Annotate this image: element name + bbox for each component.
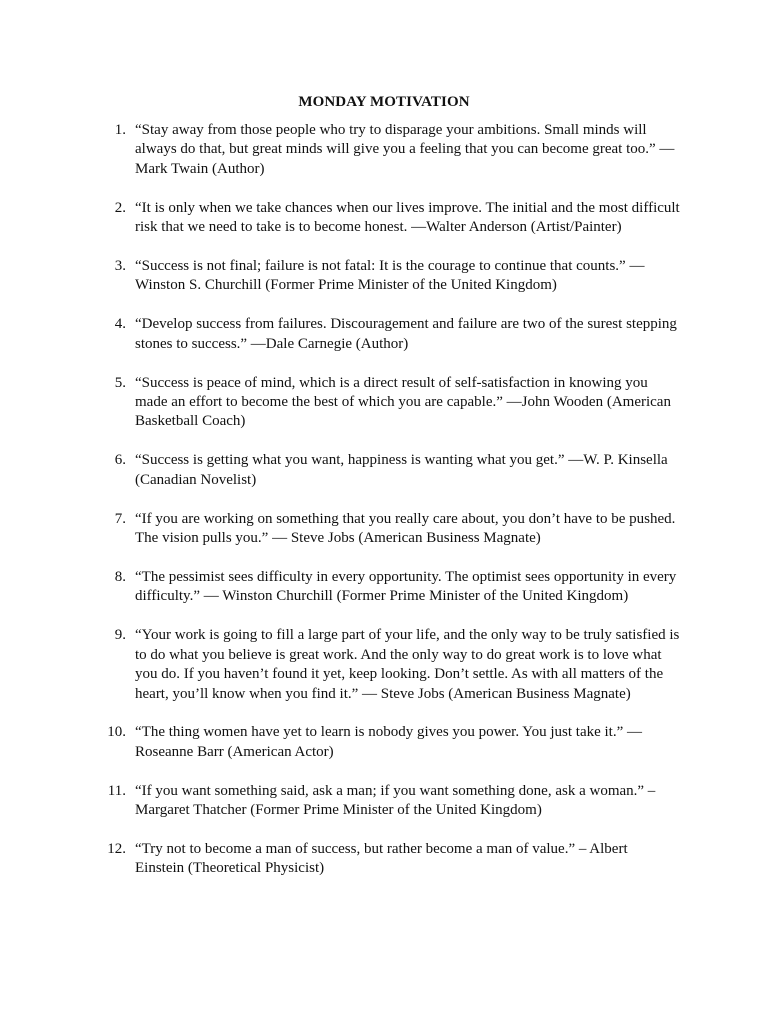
page-title: MONDAY MOTIVATION xyxy=(298,94,470,110)
quote-text: “Success is peace of mind, which is a direct result of self-satisfaction in knowing you made an effort to become the best of which you are capable.” —John Wooden (American Basketball Coach) xyxy=(135,374,671,430)
quote-text: “Develop success from failures. Discouragement and failure are two of the surest stepping stones to success.” —Dale Carnegie (Author) xyxy=(135,316,677,352)
quote-item-1 xyxy=(0,121,768,179)
quote-text: “The pessimist sees difficulty in every opportunity. The optimist sees opportunity in every difficulty.” — Winston Churchill (Former Prime Minister of the United Kingdom) xyxy=(135,569,677,605)
quote-text: “Try not to become a man of success, but rather become a man of value.” – Albert Einstein (Theoretical Physicist) xyxy=(135,841,628,877)
quote-number: 4. xyxy=(114,316,126,333)
quote-number: 7. xyxy=(114,510,126,527)
quote-item-3 xyxy=(0,257,768,296)
quote-text: “It is only when we take chances when our lives improve. The initial and the most difficult risk that we need to take is to become honest. —Walter Anderson (Artist/Painter) xyxy=(135,199,680,236)
quote-number: 8. xyxy=(114,569,126,585)
quote-text: “Your work is going to fill a large part of your life, and the only way to be truly satisfied is to do what you believe is great work. And the only way to do great work is to love what you do. If you haven’t found it yet, keep looking. Don’t settle. As with all matters of the heart, you’ll know when you find it.” — Steve Jobs (American Business Magnate) xyxy=(135,627,680,702)
quote-text: “If you want something said, ask a man; if you want something done, ask a woman.” – Margaret Thatcher (Former Prime Minister of the United Kingdom) xyxy=(135,782,656,819)
quote-item-7 xyxy=(0,510,768,549)
quote-item-12 xyxy=(0,840,768,879)
quote-text: “The thing women have yet to learn is nobody gives you power. You just take it.” — Roseanne Barr (American Actor) xyxy=(135,724,643,760)
quote-number: 5. xyxy=(114,374,126,391)
quote-text: “If you are working on something that you really care about, you don’t have to be pushed. The vision pulls you.” — Steve Jobs (American Business Magnate) xyxy=(135,510,676,547)
quote-number: 10. xyxy=(107,724,126,741)
quote-text: “Success is not final; failure is not fatal: It is the courage to continue that counts.” — Winston S. Churchill (Former Prime Minister of the United Kingdom) xyxy=(135,258,645,294)
quote-item-2 xyxy=(0,199,768,238)
quote-number: 2. xyxy=(114,199,126,216)
quote-text: “Stay away from those people who try to disparage your ambitions. Small minds will always do that, but great minds will give you a feeling that you can become great too.” — Mark Twain (Author) xyxy=(135,122,675,177)
quote-item-6 xyxy=(0,451,768,490)
quote-number: 12. xyxy=(107,841,126,858)
quote-list xyxy=(0,121,768,898)
quote-text: “Success is getting what you want, happiness is wanting what you get.” —W. P. Kinsella (Canadian Novelist) xyxy=(135,452,668,488)
quote-number: 9. xyxy=(114,627,126,644)
quote-number: 11. xyxy=(107,782,126,799)
quote-number: 6. xyxy=(114,452,126,469)
quote-item-10 xyxy=(0,723,768,762)
quote-item-9 xyxy=(0,626,768,704)
quote-item-11 xyxy=(0,782,768,821)
quote-number: 3. xyxy=(114,258,126,275)
quote-item-4 xyxy=(0,315,768,354)
quote-item-5 xyxy=(0,374,768,432)
quote-item-8 xyxy=(0,568,768,607)
quote-number: 1. xyxy=(114,122,126,138)
